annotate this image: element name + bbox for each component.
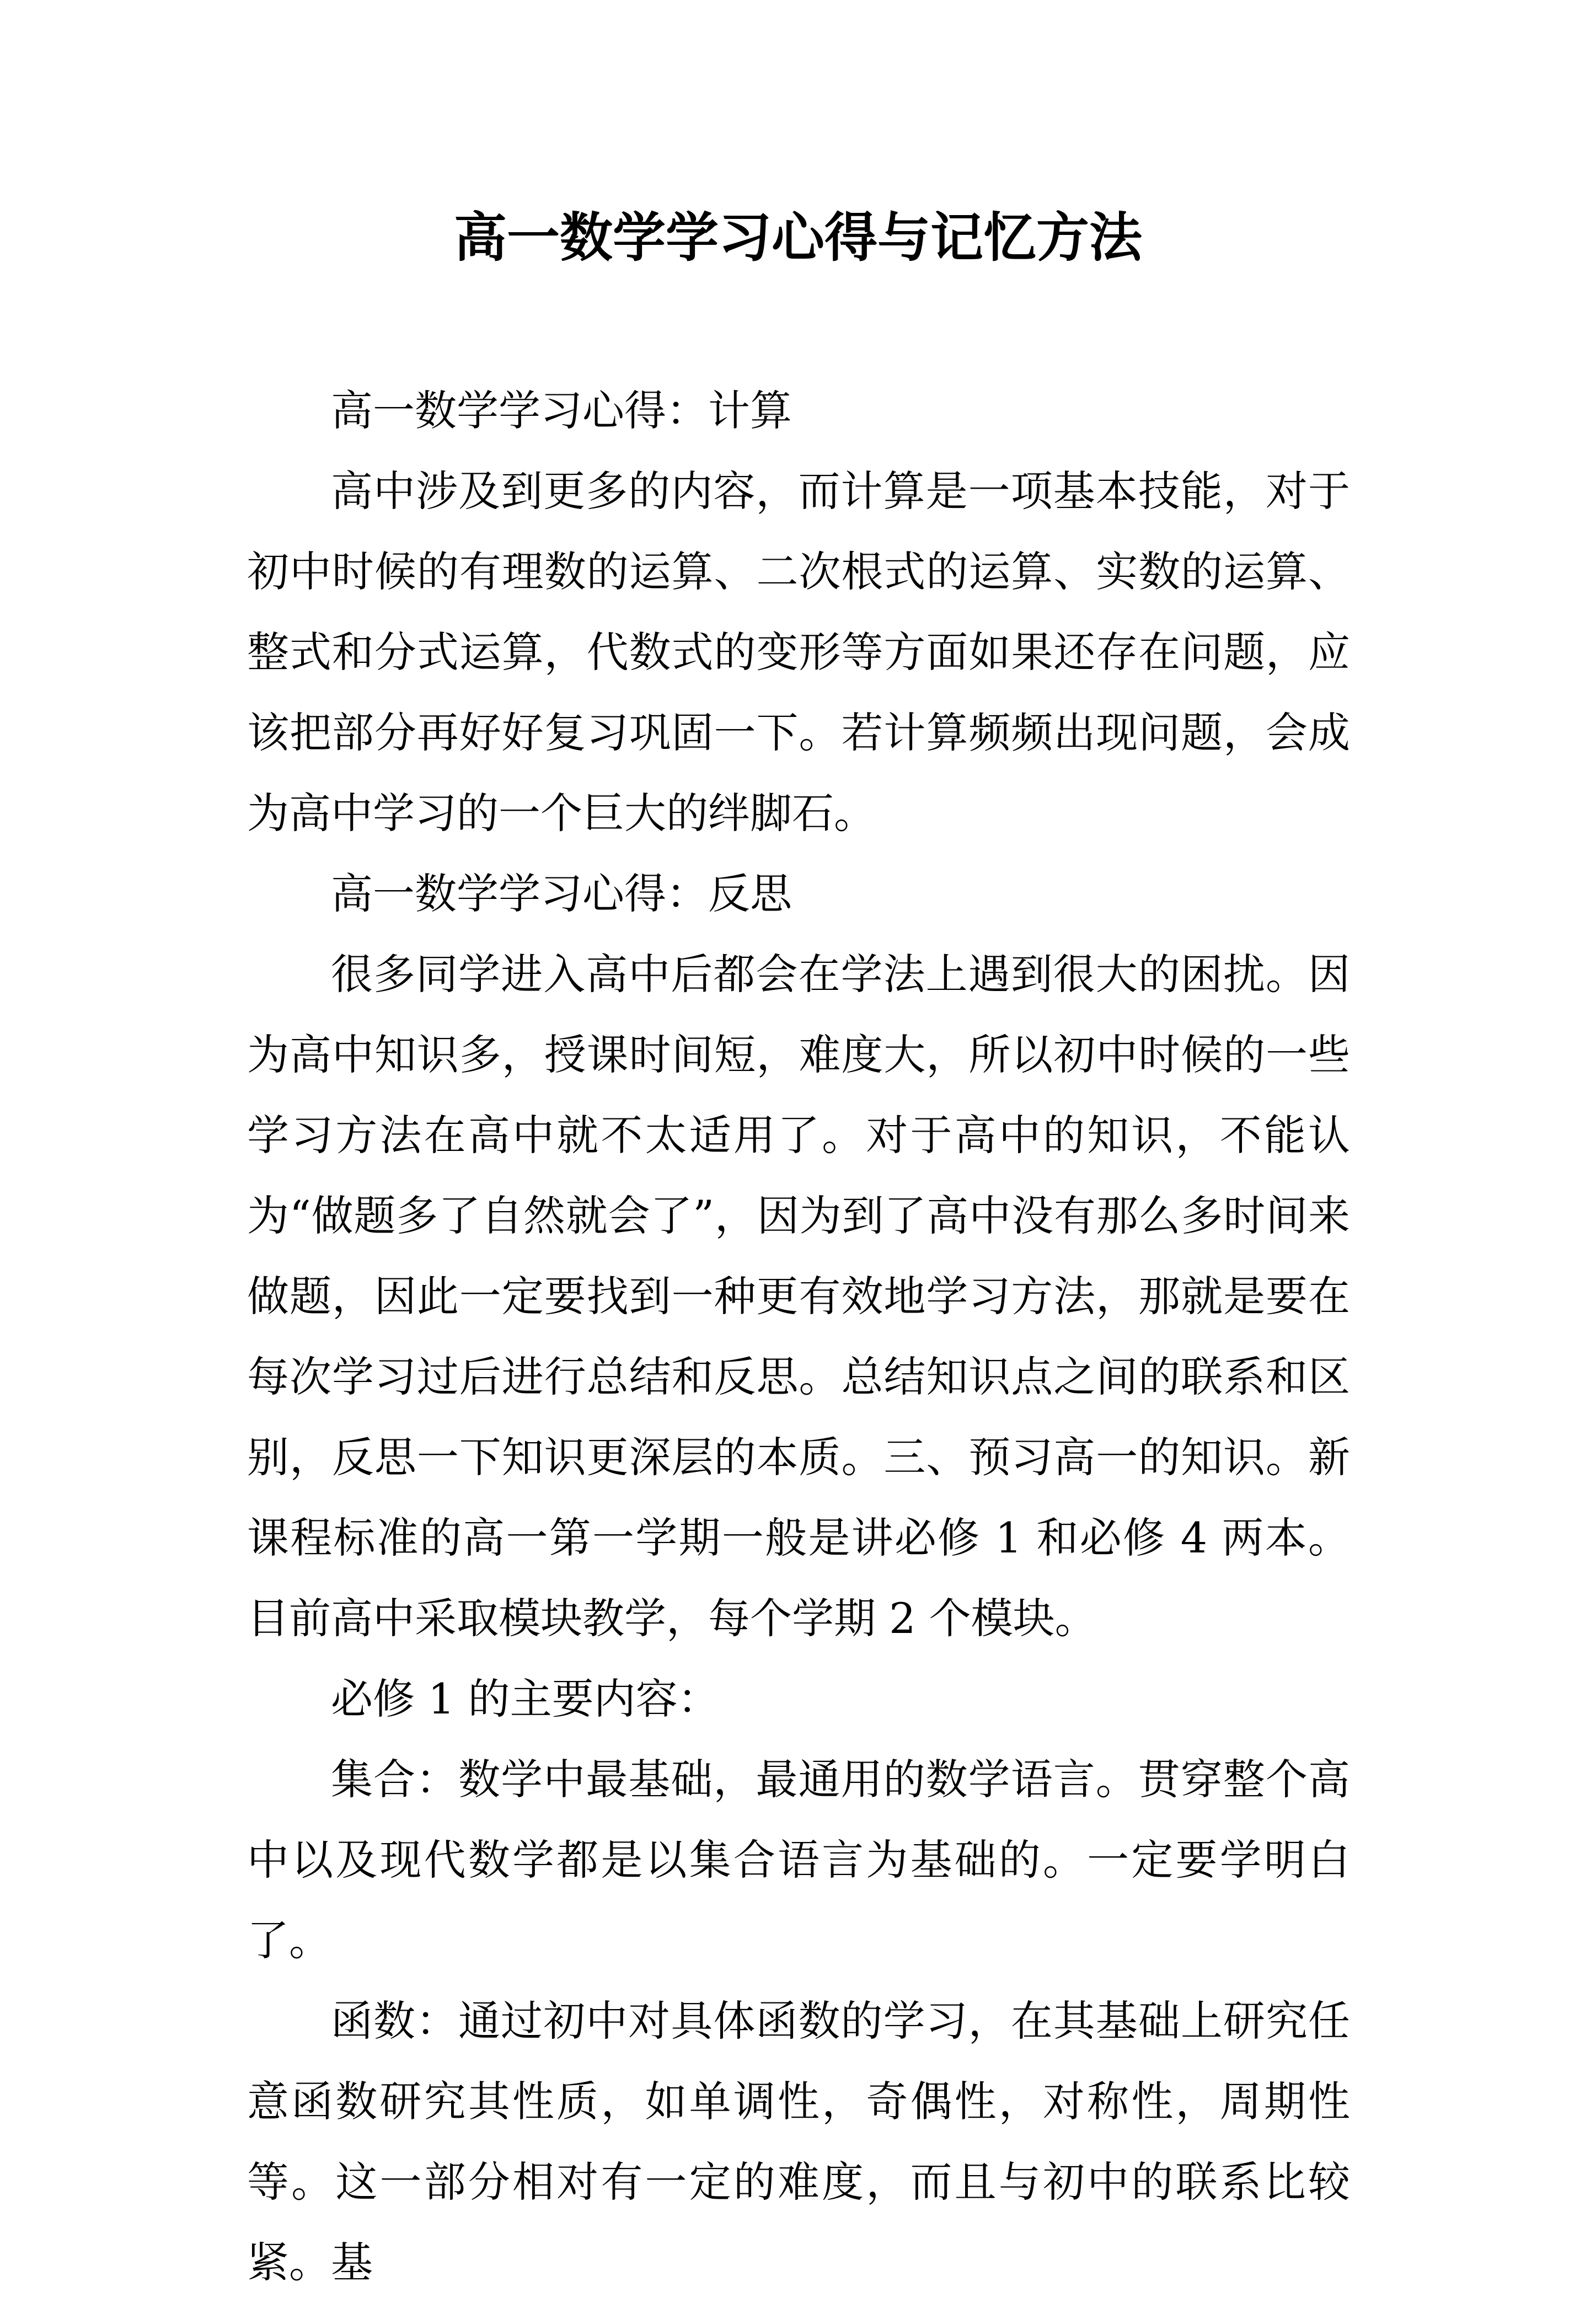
- paragraph-calculation: 高中涉及到更多的内容，而计算是一项基本技能，对于初中时候的有理数的运算、二次根式的运算、实数的运算、整式和分式运算，代数式的变形等方面如果还存在问题，应该把部分再好好复习巩固一下。若计算频频出现问题，会成为高中学习的一个巨大的绊脚石。: [247, 467, 1350, 838]
- paragraph-functions: 函数：通过初中对具体函数的学习，在其基础上研究任意函数研究其性质，如单调性，奇偶性，对称性，周期性等。这一部分相对有一定的难度，而且与初中的联系比较紧。基: [247, 1996, 1350, 2287]
- document-body: [247, 371, 1350, 2303]
- paragraph-heading-calculation: 高一数学学习心得：计算: [331, 386, 792, 435]
- paragraph-heading-reflection: 高一数学学习心得：反思: [331, 869, 792, 918]
- paragraph-heading-required-1: 必修 1 的主要内容：: [331, 1674, 720, 1723]
- document-title: 高一数学学习心得与记忆方法: [454, 206, 1142, 269]
- paragraph-reflection: 很多同学进入高中后都会在学法上遇到很大的困扰。因为高中知识多，授课时间短，难度大，所以初中时候的一些学习方法在高中就不太适用了。对于高中的知识，不能认为“做题多了自然就会了”，因为到了高中没有那么多时间来做题，因此一定要找到一种更有效地学习方法，那就是要在每次学习过后进行总结和反思。总结知识点之间的联系和区别，反思一下知识更深层的本质。三、预习高一的知识。新课程标准的高一第一学期一般是讲必修 1 和必修 4 两本。目前高中采取模块教学，每个学期 2 个模块。: [247, 950, 1350, 1643]
- paragraph-sets: 集合：数学中最基础，最通用的数学语言。贯穿整个高中以及现代数学都是以集合语言为基础的。一定要学明白了。: [247, 1755, 1350, 1965]
